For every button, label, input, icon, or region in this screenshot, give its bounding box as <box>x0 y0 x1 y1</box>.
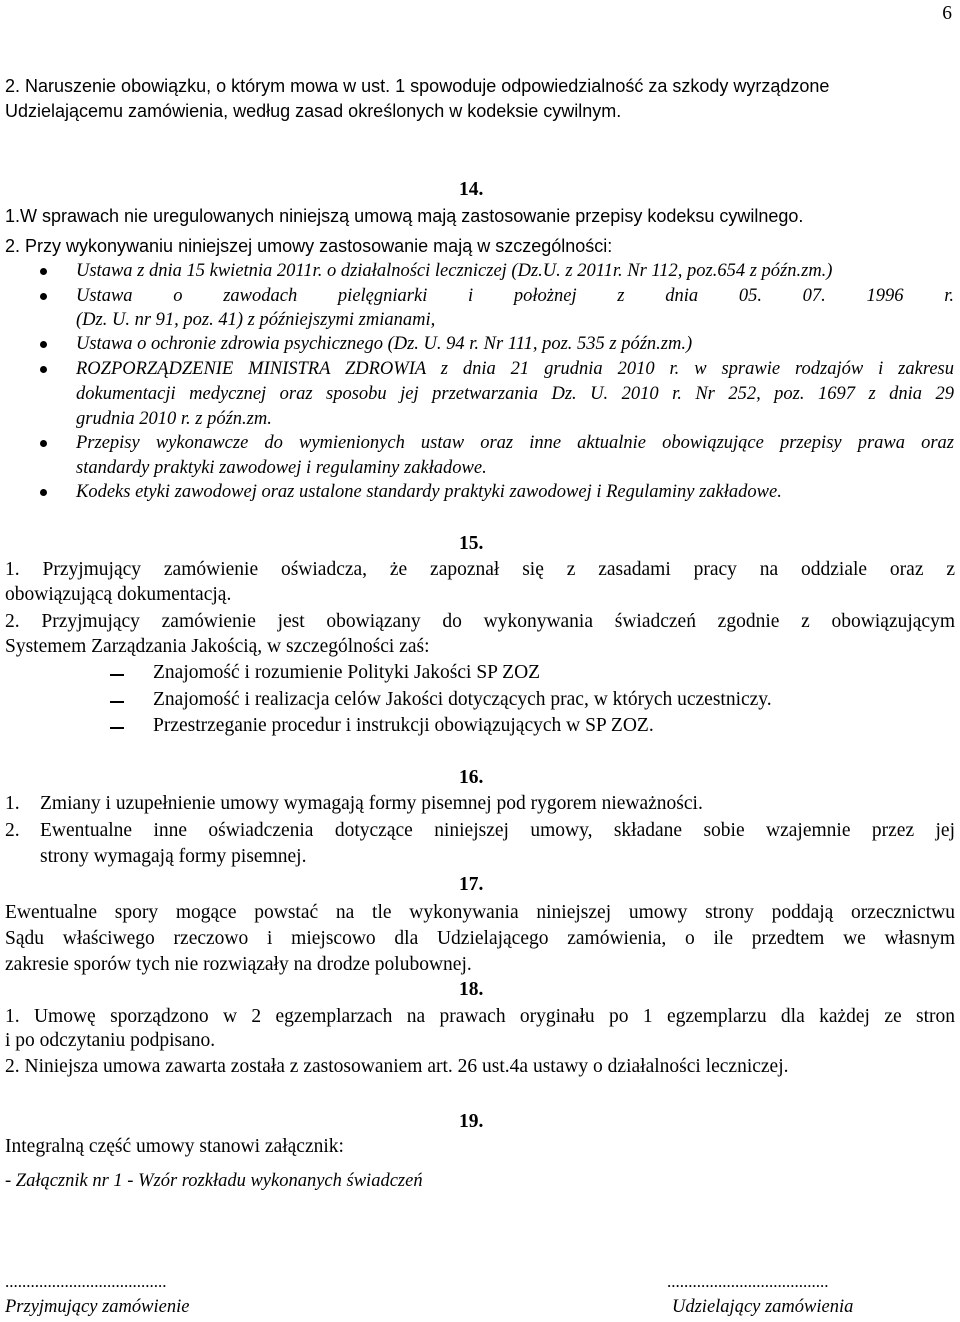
bullet-dot <box>40 489 47 496</box>
page-number: 6 <box>942 3 952 24</box>
sec18-para1-line1: 1. Umowę sporządzono w 2 egzemplarzach na prawach oryginału po 1 egzemplarzu dla każdej ze stron <box>5 1006 955 1027</box>
dash-marker <box>110 674 124 676</box>
section-heading-16: 16. <box>459 767 484 788</box>
sec15-dash-item1: Znajomość i rozumienie Polityki Jakości SP ZOZ <box>153 662 541 683</box>
section-heading-18: 18. <box>459 979 484 1000</box>
sec13-para2-line1: 2. Naruszenie obowiązku, o którym mowa w ust. 1 spowoduje odpowiedzialność za szkody wyrządzone <box>5 76 830 96</box>
sec14-bullet3-line1: Ustawa o ochronie zdrowia psychicznego (Dz. U. 94 r. Nr 111, poz. 535 z późn.zm.) <box>76 334 693 354</box>
sec14-bullet2-line2: (Dz. U. nr 91, poz. 41) z późniejszymi zmianami, <box>76 310 436 330</box>
sec15-para2-line1: 2. Przyjmujący zamówienie jest obowiązany do wykonywania świadczeń zgodnie z obowiązującym <box>5 611 955 632</box>
section-heading-19: 19. <box>459 1111 484 1132</box>
sec16-item1: Zmiany i uzupełnienie umowy wymagają formy pisemnej pod rygorem nieważności. <box>40 793 703 814</box>
bullet-dot <box>40 268 47 275</box>
section-heading-15: 15. <box>459 533 484 554</box>
dash-marker <box>110 727 124 729</box>
dash-marker <box>110 701 124 703</box>
sec17-line3: zakresie sporów tych nie rozwiązały na drodze polubownej. <box>5 954 472 975</box>
sec14-bullet5-line1: Przepisy wykonawcze do wymienionych ustaw oraz inne aktualnie obowiązujące przepisy prawa oraz <box>76 433 954 453</box>
sec18-para1-line2: i po odczytaniu podpisano. <box>5 1030 216 1051</box>
sec14-bullet4-line3: grudnia 2010 r. z późn.zm. <box>76 409 272 429</box>
sec16-item2-line2: strony wymagają formy pisemnej. <box>40 846 307 867</box>
sec15-para1-line2: obowiązującą dokumentacją. <box>5 584 232 605</box>
sec15-dash-item3: Przestrzeganie procedur i instrukcji obowiązujących w SP ZOZ. <box>153 715 654 736</box>
sec19-line1: Integralną część umowy stanowi załącznik: <box>5 1136 344 1157</box>
sec14-bullet6-line1: Kodeks etyki zawodowej oraz ustalone standardy praktyki zawodowej i Regulaminy zakładowe. <box>76 482 782 502</box>
bullet-dot <box>40 440 47 447</box>
sec14-para2: 2. Przy wykonywaniu niniejszej umowy zastosowanie mają w szczególności: <box>5 236 613 256</box>
signature-label-right: Udzielający zamówienia <box>672 1297 854 1317</box>
bullet-dot <box>40 341 47 348</box>
signature-line-left: ...................................... <box>5 1272 167 1291</box>
section-heading-17: 17. <box>459 874 484 895</box>
sec15-para2-line2: Systemem Zarządzania Jakością, w szczególności zaś: <box>5 636 430 657</box>
sec14-bullet2-line1: Ustawa o zawodach pielęgniarki i położnej z dnia 05. 07. 1996 r. <box>76 286 954 306</box>
sec19-attachment: - Załącznik nr 1 - Wzór rozkładu wykonanych świadczeń <box>5 1171 423 1191</box>
sec16-item1-number: 1. <box>5 793 20 814</box>
signature-line-right: ...................................... <box>667 1272 829 1291</box>
sec14-bullet4-line1: ROZPORZĄDZENIE MINISTRA ZDROWIA z dnia 21 grudnia 2010 r. w sprawie rodzajów i zakresu <box>76 359 954 379</box>
sec14-para1: 1.W sprawach nie uregulowanych niniejszą umową mają zastosowanie przepisy kodeksu cywilnego. <box>5 206 804 226</box>
sec17-line2: Sądu właściwego rzeczowo i miejscowo dla Udzielającego zamówienia, o ile przedtem we własnym <box>5 928 955 949</box>
sec16-item2-number: 2. <box>5 820 20 841</box>
sec13-para2-line2: Udzielającemu zamówienia, według zasad określonych w kodeksie cywilnym. <box>5 101 622 121</box>
section-heading-14: 14. <box>459 179 484 200</box>
sec14-bullet1-line1: Ustawa z dnia 15 kwietnia 2011r. o działalności leczniczej (Dz.U. z 2011r. Nr 112, poz.654 z późn.zm.) <box>76 261 833 281</box>
sec16-item2-line1: Ewentualne inne oświadczenia dotyczące niniejszej umowy, składane sobie wzajemnie przez jej <box>40 820 955 841</box>
sec14-bullet4-line2: dokumentacji medycznej oraz sposobu jej przetwarzania Dz. U. 2010 r. Nr 252, poz. 1697 z dnia 29 <box>76 384 954 404</box>
sec18-para2: 2. Niniejsza umowa zawarta została z zastosowaniem art. 26 ust.4a ustawy o działalności leczniczej. <box>5 1056 789 1077</box>
sec15-dash-item2: Znajomość i realizacja celów Jakości dotyczących prac, w których uczestniczy. <box>153 689 772 710</box>
signature-label-left: Przyjmujący zamówienie <box>5 1297 190 1317</box>
bullet-dot <box>40 366 47 373</box>
sec15-para1-line1: 1. Przyjmujący zamówienie oświadcza, że zapoznał się z zasadami pracy na oddziale oraz z <box>5 559 955 580</box>
sec14-bullet5-line2: standardy praktyki zawodowej i regulaminy zakładowe. <box>76 458 487 478</box>
bullet-dot <box>40 293 47 300</box>
sec17-line1: Ewentualne spory mogące powstać na tle wykonywania niniejszej umowy strony poddają orzecznictwu <box>5 902 955 923</box>
